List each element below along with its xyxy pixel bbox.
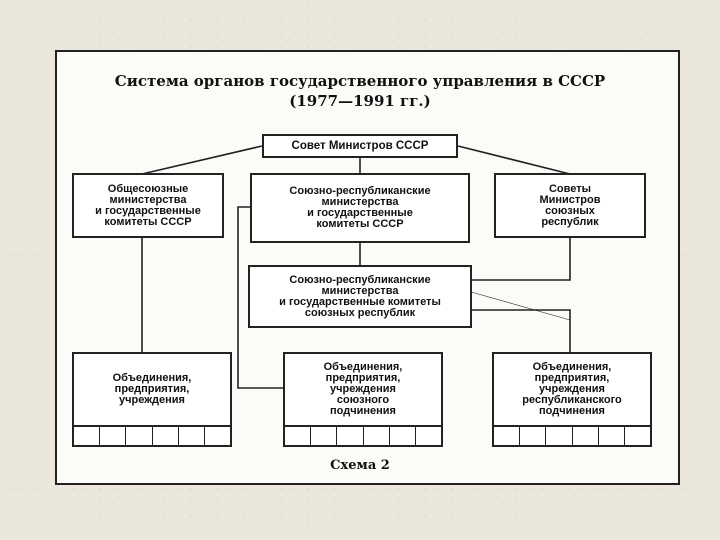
node-council-of-ministers: Совет Министров СССР bbox=[262, 134, 458, 158]
node-all-union-ministries: Общесоюзные министерства и государственные комитеты СССР bbox=[72, 173, 224, 238]
node-union-republic-ministries: Союзно-республиканские министерства и государственные комитеты СССР bbox=[250, 173, 470, 243]
connector-republic-repministries bbox=[472, 238, 570, 280]
diagram-subtitle: (1977—1991 гг.) bbox=[289, 92, 431, 110]
node-republic-ministries: Союзно-республиканские министерства и государственные комитеты союзных республик bbox=[248, 265, 472, 328]
connector-repministries-enterprises bbox=[472, 310, 570, 352]
node-enterprises-all-union: Объединения, предприятия, учреждения bbox=[72, 352, 232, 427]
node-enterprises-republic: Объединения, предприятия, учреждения республиканского подчинения bbox=[492, 352, 652, 427]
cells-union bbox=[283, 425, 443, 447]
cells-all-union bbox=[72, 425, 232, 447]
node-enterprises-union: Объединения, предприятия, учреждения союзного подчинения bbox=[283, 352, 443, 427]
connector-council-allunion bbox=[142, 146, 262, 174]
diagram-caption: Схема 2 bbox=[330, 458, 390, 473]
diagram-title: Система органов государственного управления в СССР bbox=[114, 72, 606, 90]
cells-republic bbox=[492, 425, 652, 447]
connector-council-republic bbox=[458, 146, 570, 174]
node-republic-councils: Советы Министров союзных республик bbox=[494, 173, 646, 238]
